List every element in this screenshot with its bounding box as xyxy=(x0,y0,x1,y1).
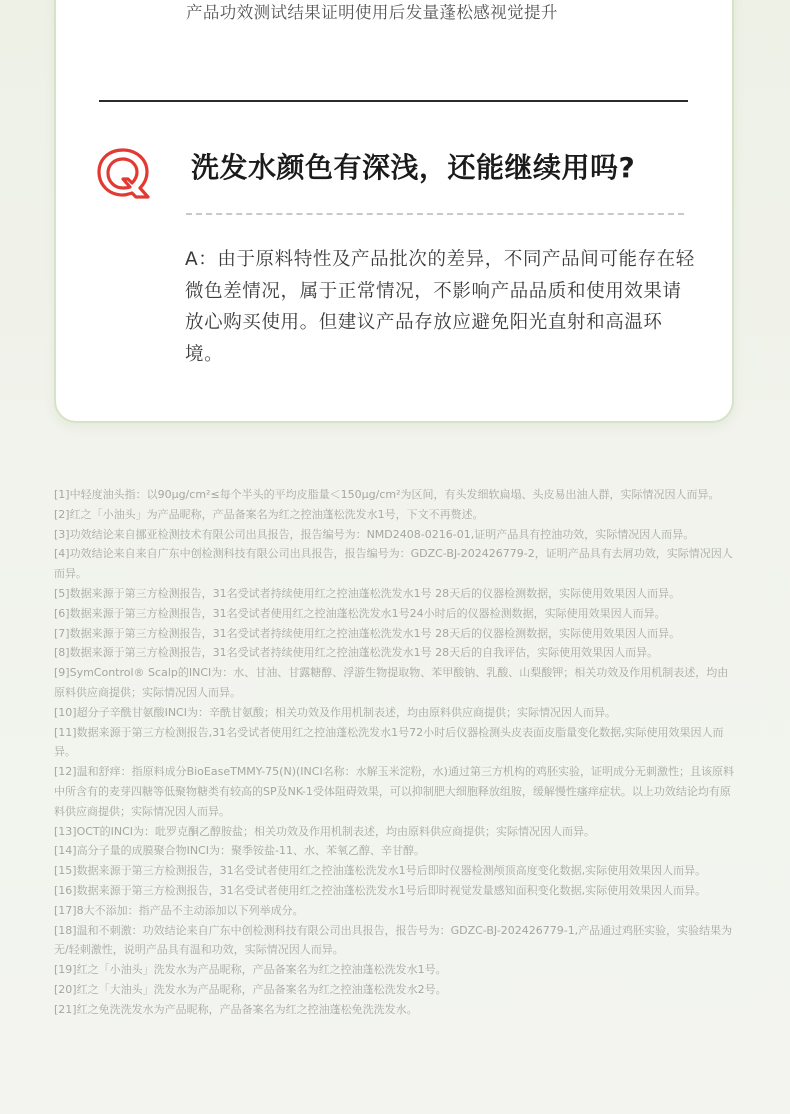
footnote: [6]数据来源于第三方检测报告，31名受试者使用红之控油蓬松洗发水1号24小时后的仪器检测数据，实际使用效果因人而异。 xyxy=(54,606,666,620)
q-letter-icon xyxy=(95,146,151,200)
footnote: [17]8大不添加：指产品不主动添加以下列举成分。 xyxy=(54,903,304,917)
faq-question: 洗发水颜色有深浅，还能继续用吗? xyxy=(191,151,636,184)
footnote: [21]红之免洗洗发水为产品昵称，产品备案名为红之控油蓬松免洗洗发水。 xyxy=(54,1002,418,1016)
footnote: [3]功效结论来自挪亚检测技术有限公司出具报告，报告编号为：NMD2408-0216-01,证明产品具有控油功效，实际情况因人而异。 xyxy=(54,527,695,541)
footnote: [9]SymControl® Scalp的INCI为：水、甘油、甘露糖醇、浮游生物提取物、苯甲酸钠、乳酸、山梨酸钾；相关功效及作用机制表述，均由原料供应商提供；实际情况因人而异。 xyxy=(54,666,729,699)
footnote: [2]红之「小油头」为产品昵称，产品备案名为红之控油蓬松洗发水1号，下文不再赘述。 xyxy=(54,507,484,521)
dashed-divider xyxy=(186,213,684,215)
footnote: [18]温和不刺激：功效结论来自广东中创检测科技有限公司出具报告，报告号为：GDZC-BJ-202426779-1,产品通过鸡胚实验，实验结果为无/轻刺激性，说明产品具有温和功效，实际情况因人而异。 xyxy=(54,923,733,957)
section-divider xyxy=(99,100,688,102)
footnote: [1]中轻度油头指：以90μg/cm²≤每个半头的平均皮脂量＜150μg/cm²为区间，有头发细软扁塌、头皮易出油人群，实际情况因人而异。 xyxy=(54,488,720,501)
footnote: [19]红之「小油头」洗发水为产品昵称，产品备案名为红之控油蓬松洗发水1号。 xyxy=(54,963,447,977)
footnote: [10]超分子辛酰甘氨酸INCI为：辛酰甘氨酸；相关功效及作用机制表述，均由原料供应商提供；实际情况因人而异。 xyxy=(54,705,616,719)
footnote: [7]数据来源于第三方检测报告，31名受试者持续使用红之控油蓬松洗发水1号 28天后的仪器检测数据，实际使用效果因人而异。 xyxy=(54,626,681,640)
footnote: [11]数据来源于第三方检测报告,31名受试者使用红之控油蓬松洗发水1号72小时后仪器检测头皮表面皮脂量变化数据,实际使用效果因人而异。 xyxy=(54,725,724,759)
footnote: [20]红之「大油头」洗发水为产品昵称，产品备案名为红之控油蓬松洗发水2号。 xyxy=(54,982,447,996)
footnote: [16]数据来源于第三方检测报告，31名受试者使用红之控油蓬松洗发水1号后即时视觉发量感知面积变化数据,实际使用效果因人而异。 xyxy=(54,883,707,897)
footnote: [13]OCT的INCI为：吡罗克酮乙醇胺盐；相关功效及作用机制表述，均由原料供应商提供；实际情况因人而异。 xyxy=(54,824,596,838)
footnote: [15]数据来源于第三方检测报告，31名受试者使用红之控油蓬松洗发水1号后即时仪器检测颅顶高度变化数据,实际使用效果因人而异。 xyxy=(54,864,707,878)
footnote: [5]数据来源于第三方检测报告，31名受试者持续使用红之控油蓬松洗发水1号 28天后的仪器检测数据，实际使用效果因人而异。 xyxy=(54,586,681,600)
footnote: [8]数据来源于第三方检测报告，31名受试者持续使用红之控油蓬松洗发水1号 28天后的自我评估，实际使用效果因人而异。 xyxy=(54,646,659,660)
faq-answer: A：由于原料特性及产品批次的差异，不同产品间可能存在轻微色差情况，属于正常情况，不影响产品品质和使用效果请放心购买使用。但建议产品存放应避免阳光直射和高温环境。 xyxy=(185,249,695,365)
footnote: [14]高分子量的成膜聚合物INCI为：聚季铵盐-11、水、苯氧乙醇、辛甘醇。 xyxy=(54,844,425,858)
footnote: [4]功效结论来自来自广东中创检测科技有限公司出具报告，报告编号为：GDZC-BJ-202426779-2，证明产品具有去屑功效，实际情况因人而异。 xyxy=(54,547,733,581)
footnote: [12]温和舒痒：指原料成分BioEaseTMMY-75(N)(INCI名称：水解玉米淀粉，水)通过第三方机构的鸡胚实验，证明成分无刺激性；且该原料中所含有的麦芽四糖等低聚物糖类有较高的SP及NK-1受体阻碍效果，可以抑制肥大细胞释放组胺，缓解慢性瘙痒症状。以上功效结论均有原料供应商提供；实际情况因人而异。 xyxy=(54,765,734,818)
footnotes xyxy=(54,485,738,1020)
previous-conclusion-text: 产品功效测试结果证明使用后发量蓬松感视觉提升 xyxy=(186,3,558,22)
